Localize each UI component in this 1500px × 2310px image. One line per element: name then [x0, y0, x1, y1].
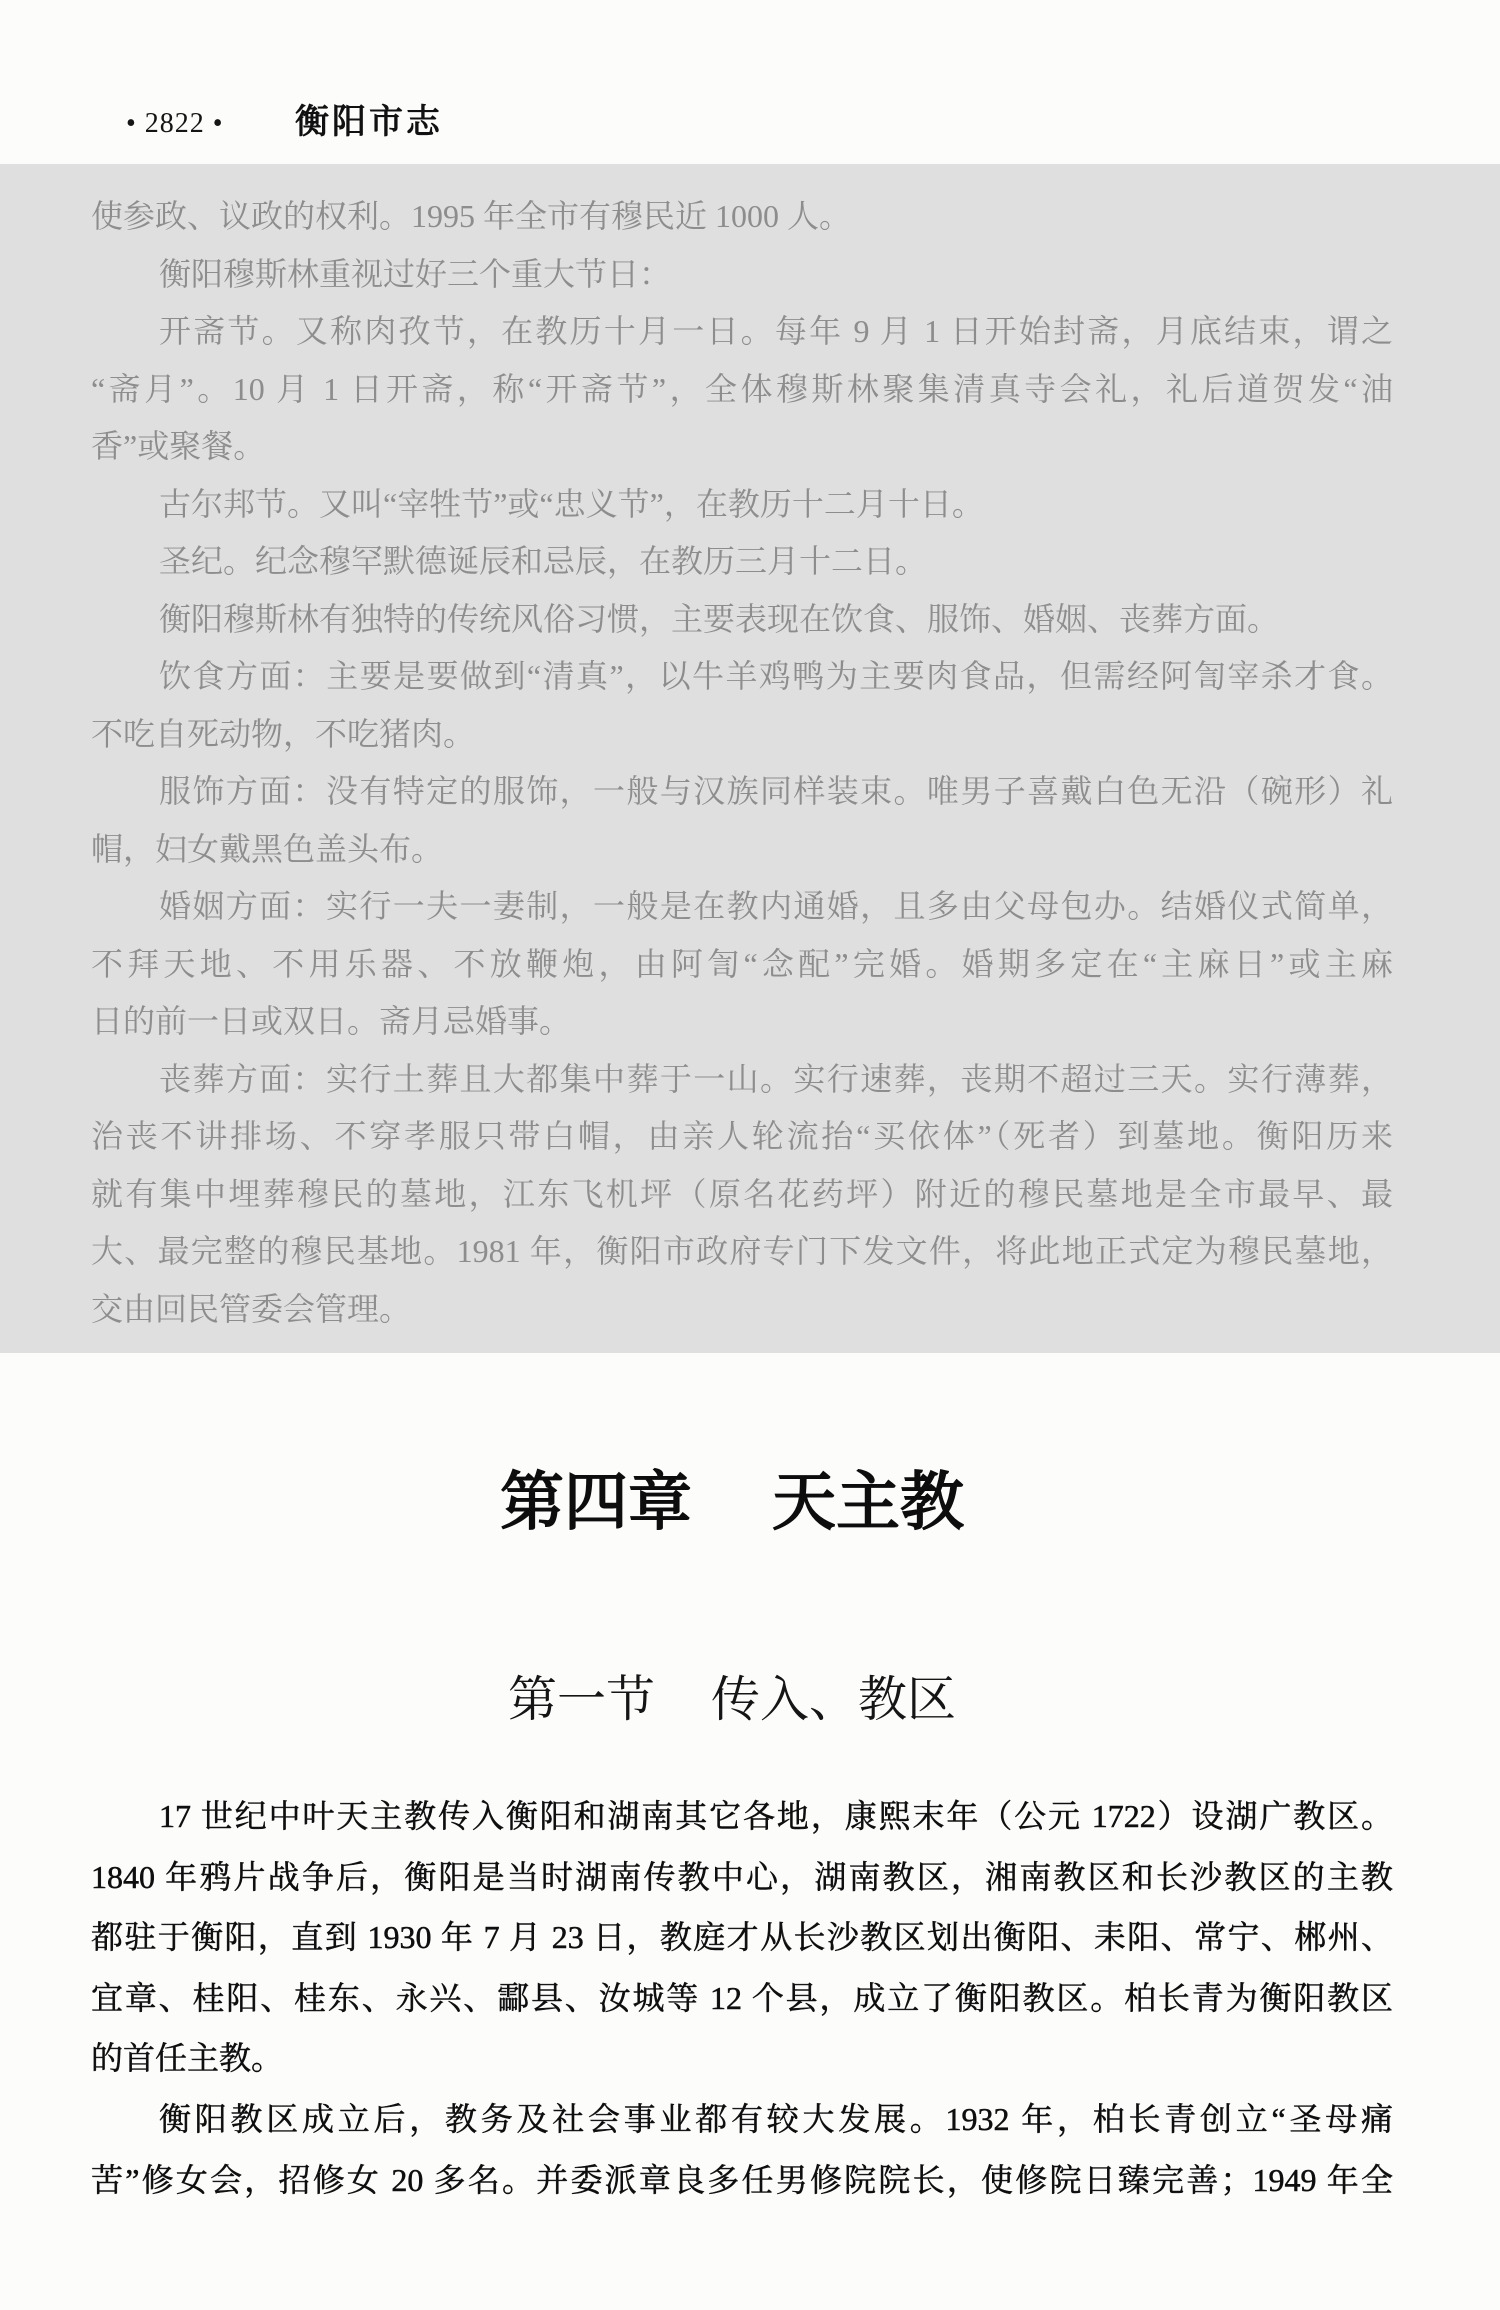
paragraph	[91, 1051, 1393, 1339]
text-line: 的首任主教。	[91, 2040, 284, 2077]
section-heading	[508, 1670, 956, 1730]
section-body	[91, 1786, 1393, 2210]
paragraph	[91, 763, 1393, 878]
paragraph	[91, 878, 1393, 1051]
paragraph	[91, 476, 1393, 534]
text-line: 17 世纪中叶天主教传入衡阳和湖南其它各地，康熙末年（公元 1722）设湖广教区。	[159, 1798, 1393, 1834]
text-line: 开斋节。又称肉孜节，在教历十月一日。每年 9 月 1 日开始封斋，月底结束，谓之	[159, 313, 1393, 349]
book-title: 衡阳市志	[295, 104, 443, 141]
text-line: 苦”修女会，招修女 20 多名。并委派章良多任男修院院长，使修院日臻完善；1949 年全	[91, 2161, 1393, 2198]
page-header	[0, 0, 1500, 160]
text-line: 都驻于衡阳，直到 1930 年 7 月 23 日，教庭才从长沙教区划出衡阳、耒阳、常宁、郴州、	[91, 1919, 1393, 1956]
paragraph	[91, 533, 1393, 591]
text-line: 衡阳教区成立后，教务及社会事业都有较大发展。1932 年，柏长青创立“圣母痛	[159, 2100, 1393, 2137]
text-line: 不拜天地、不用乐器、不放鞭炮，由阿訇“念配”完婚。婚期多定在“主麻日”或主麻	[91, 945, 1393, 982]
paragraph	[91, 591, 1393, 649]
chapter-heading	[500, 1465, 964, 1541]
text-line: 衡阳穆斯林有独特的传统风俗习惯，主要表现在饮食、服饰、婚姻、丧葬方面。	[159, 600, 1280, 637]
text-line: 日的前一日或双日。斋月忌婚事。	[91, 1003, 572, 1039]
text-line: 1840 年鸦片战争后，衡阳是当时湖南传教中心，湖南教区，湘南教区和长沙教区的主教	[91, 1858, 1393, 1895]
text-line: 宜章、桂阳、桂东、永兴、酃县、汝城等 12 个县，成立了衡阳教区。柏长青为衡阳教区	[91, 1979, 1393, 2016]
text-line: 香”或聚餐。	[91, 428, 266, 464]
text-line: 就有集中埋葬穆民的墓地，江东飞机坪（原名花药坪）附近的穆民墓地是全市最早、最	[91, 1175, 1393, 1212]
text-line: 饮食方面：主要是要做到“清真”，以牛羊鸡鸭为主要肉食品，但需经阿訇宰杀才食。	[159, 658, 1393, 694]
paragraph	[91, 2089, 1393, 2210]
shaded-previous-section	[0, 164, 1500, 1353]
text-line: “斋月”。10 月 1 日开斋，称“开斋节”，全体穆斯林聚集清真寺会礼，礼后道贺发“油	[91, 370, 1393, 407]
chapter-title: 天主教	[772, 1467, 964, 1538]
paragraph	[91, 1786, 1393, 2089]
section-title: 传入、教区	[711, 1672, 957, 1727]
text-line: 古尔邦节。又叫“宰牲节”或“忠义节”，在教历十二月十日。	[159, 485, 984, 522]
previous-section-text	[91, 188, 1393, 1338]
text-line: 衡阳穆斯林重视过好三个重大节日：	[159, 255, 672, 292]
text-line: 服饰方面：没有特定的服饰，一般与汉族同样装束。唯男子喜戴白色无沿（碗形）礼	[159, 773, 1393, 809]
text-line: 婚姻方面：实行一夫一妻制，一般是在教内通婚，且多由父母包办。结婚仪式简单，	[159, 888, 1393, 924]
paragraph	[91, 246, 1393, 304]
paragraph	[91, 188, 1393, 246]
text-line: 交由回民管委会管理。	[91, 1290, 412, 1327]
text-line: 治丧不讲排场、不穿孝服只带白帽，由亲人轮流抬“买依体”（死者）到墓地。衡阳历来	[91, 1118, 1393, 1154]
text-line: 大、最完整的穆民基地。1981 年，衡阳市政府专门下发文件，将此地正式定为穆民墓地，	[91, 1233, 1393, 1269]
page-number: • 2822 •	[126, 108, 224, 139]
text-line: 丧葬方面：实行土葬且大都集中葬于一山。实行速葬，丧期不超过三天。实行薄葬，	[159, 1060, 1393, 1097]
section-number: 第一节	[508, 1672, 656, 1727]
chapter-number: 第四章	[500, 1467, 692, 1538]
text-line: 使参政、议政的权利。1995 年全市有穆民近 1000 人。	[91, 198, 852, 234]
text-line: 不吃自死动物，不吃猪肉。	[91, 715, 476, 752]
paragraph	[91, 303, 1393, 476]
text-line: 帽，妇女戴黑色盖头布。	[91, 830, 444, 867]
text-line: 圣纪。纪念穆罕默德诞辰和忌辰，在教历三月十二日。	[159, 543, 928, 579]
paragraph	[91, 648, 1393, 763]
